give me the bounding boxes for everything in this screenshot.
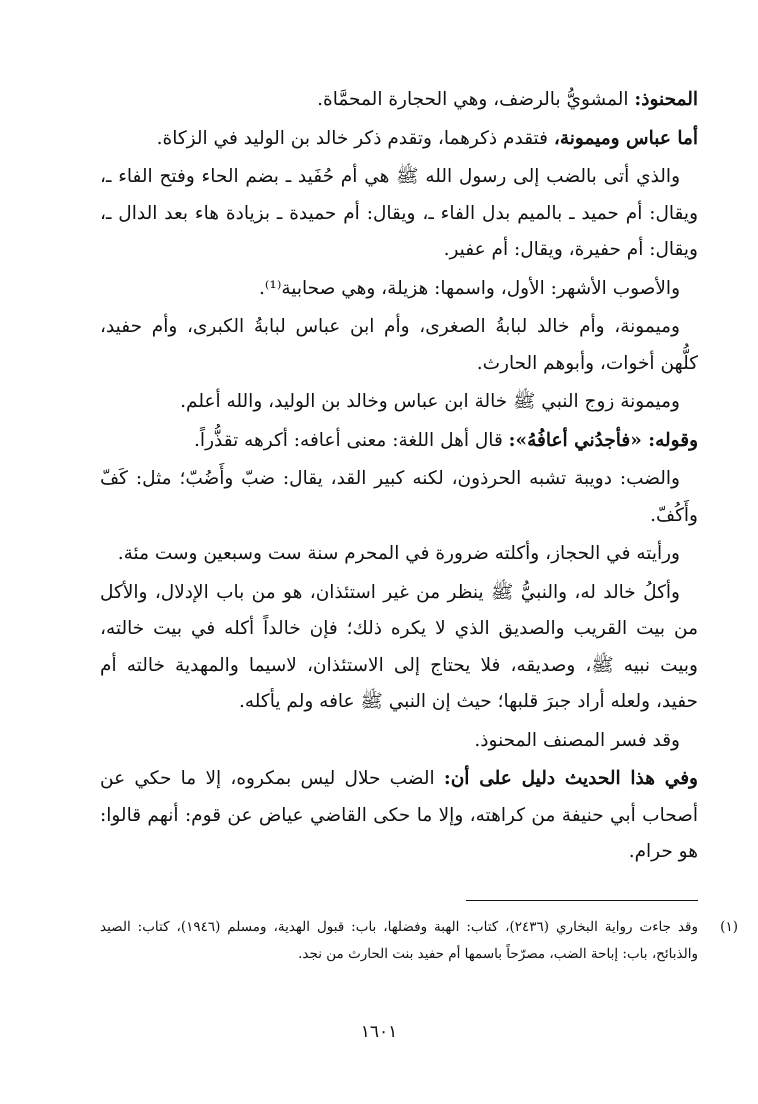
footnote-text: وقد جاءت رواية البخاري (٢٤٣٦)، كتاب: الهبة وفضلها، باب: قبول الهدية، ومسلم (١٩٤٦)، كتاب: الصيد والذبائح، باب: إباحة الضب، مصرّحاً باسمها أم حفيد بنت الحارث من نجد. <box>100 919 698 962</box>
paragraph-text: فتقدم ذكرهما، وتقدم ذكر خالد بن الوليد في الزكاة. <box>156 127 554 149</box>
paragraph <box>100 761 698 871</box>
paragraph-text: ورأيته في الحجاز، وأكلته ضرورة في المحرم سنة ست وسبعين وست مئة. <box>117 543 680 564</box>
footnote-divider <box>466 900 698 901</box>
footnote <box>100 914 738 968</box>
paragraph-text: المشويُّ بالرضف، وهي الحجارة المحمَّاة. <box>317 89 635 110</box>
paragraph-text: وميمونة زوج النبي ﷺ خالة ابن عباس وخالد بن الوليد، والله أعلم. <box>180 391 680 412</box>
paragraph <box>100 121 698 158</box>
paragraph-text: وأكلُ خالد له، والنبيُّ ﷺ ينظر من غير استئذان، هو من باب الإدلال، والأكل من بيت القريب والصديق الذي لا يكره ذلك؛ فإن خالداً أكله في بيت خالته، وبيت نبيه ﷺ، وصديقه، فلا يحتاج إلى الاستئذان، لاسيما والمهدية خالته أم حفيد، ولعله أراد جبرَ قلبها؛ حيث إن النبي ﷺ عافه ولم يأكله. <box>100 581 698 712</box>
paragraph-text: الضب حلال ليس بمكروه، إلا ما حكي عن أصحاب أبي حنيفة من كراهته، وإلا ما حكى القاضي عياض عن قوم: أنهم قالوا: هو حرام. <box>100 768 698 862</box>
paragraph <box>100 82 698 119</box>
paragraph-text: والأصوب الأشهر: الأول، واسمها: هزيلة، وهي صحابية⁽¹⁾. <box>258 277 680 299</box>
paragraph-text: قال أهل اللغة: معنى أعافه: أكرهه تقذُّراً. <box>194 429 509 451</box>
paragraph <box>100 575 698 721</box>
paragraph-text: والذي أتى بالضب إلى رسول الله ﷺ هي أم حُفَيد ـ بضم الحاء وفتح الفاء ـ، ويقال: أم حميد ـ بالميم بدل الفاء ـ، ويقال: أم حميدة ـ بزيادة هاء بعد الدال ـ، ويقال: أم حفيرة، ويقال: أم عفير. <box>100 166 698 260</box>
paragraph-lead: أما عباس وميمونة، <box>553 127 698 149</box>
paragraph <box>100 309 698 382</box>
main-text <box>100 82 698 873</box>
page-number: ١٦٠١ <box>360 1022 398 1042</box>
paragraph-lead: المحنوذ: <box>634 89 698 110</box>
paragraph-text: والضب: دويبة تشبه الحرذون، لكنه كبير القد، يقال: ضبّ وأَضُبّ؛ مثل: كَفّ وأَكُفّ. <box>100 468 698 526</box>
paragraph <box>100 536 698 573</box>
paragraph <box>100 723 698 760</box>
paragraph <box>100 159 698 269</box>
paragraph <box>100 271 698 308</box>
paragraph <box>100 461 698 534</box>
paragraph-lead: وفي هذا الحديث دليل على أن: <box>443 768 698 789</box>
footnote-number: (١) <box>720 919 738 935</box>
paragraph <box>100 423 698 460</box>
paragraph-text: وميمونة، وأم خالد لبابةُ الصغرى، وأم ابن عباس لبابةُ الكبرى، وأم حفيد، كلُّهن أخوات، وأبوهم الحارث. <box>100 316 698 374</box>
paragraph-lead: وقوله: «فأجدُني أعافُهُ»: <box>508 429 698 451</box>
paragraph <box>100 384 698 421</box>
paragraph-text: وقد فسر المصنف المحنوذ. <box>474 729 680 751</box>
